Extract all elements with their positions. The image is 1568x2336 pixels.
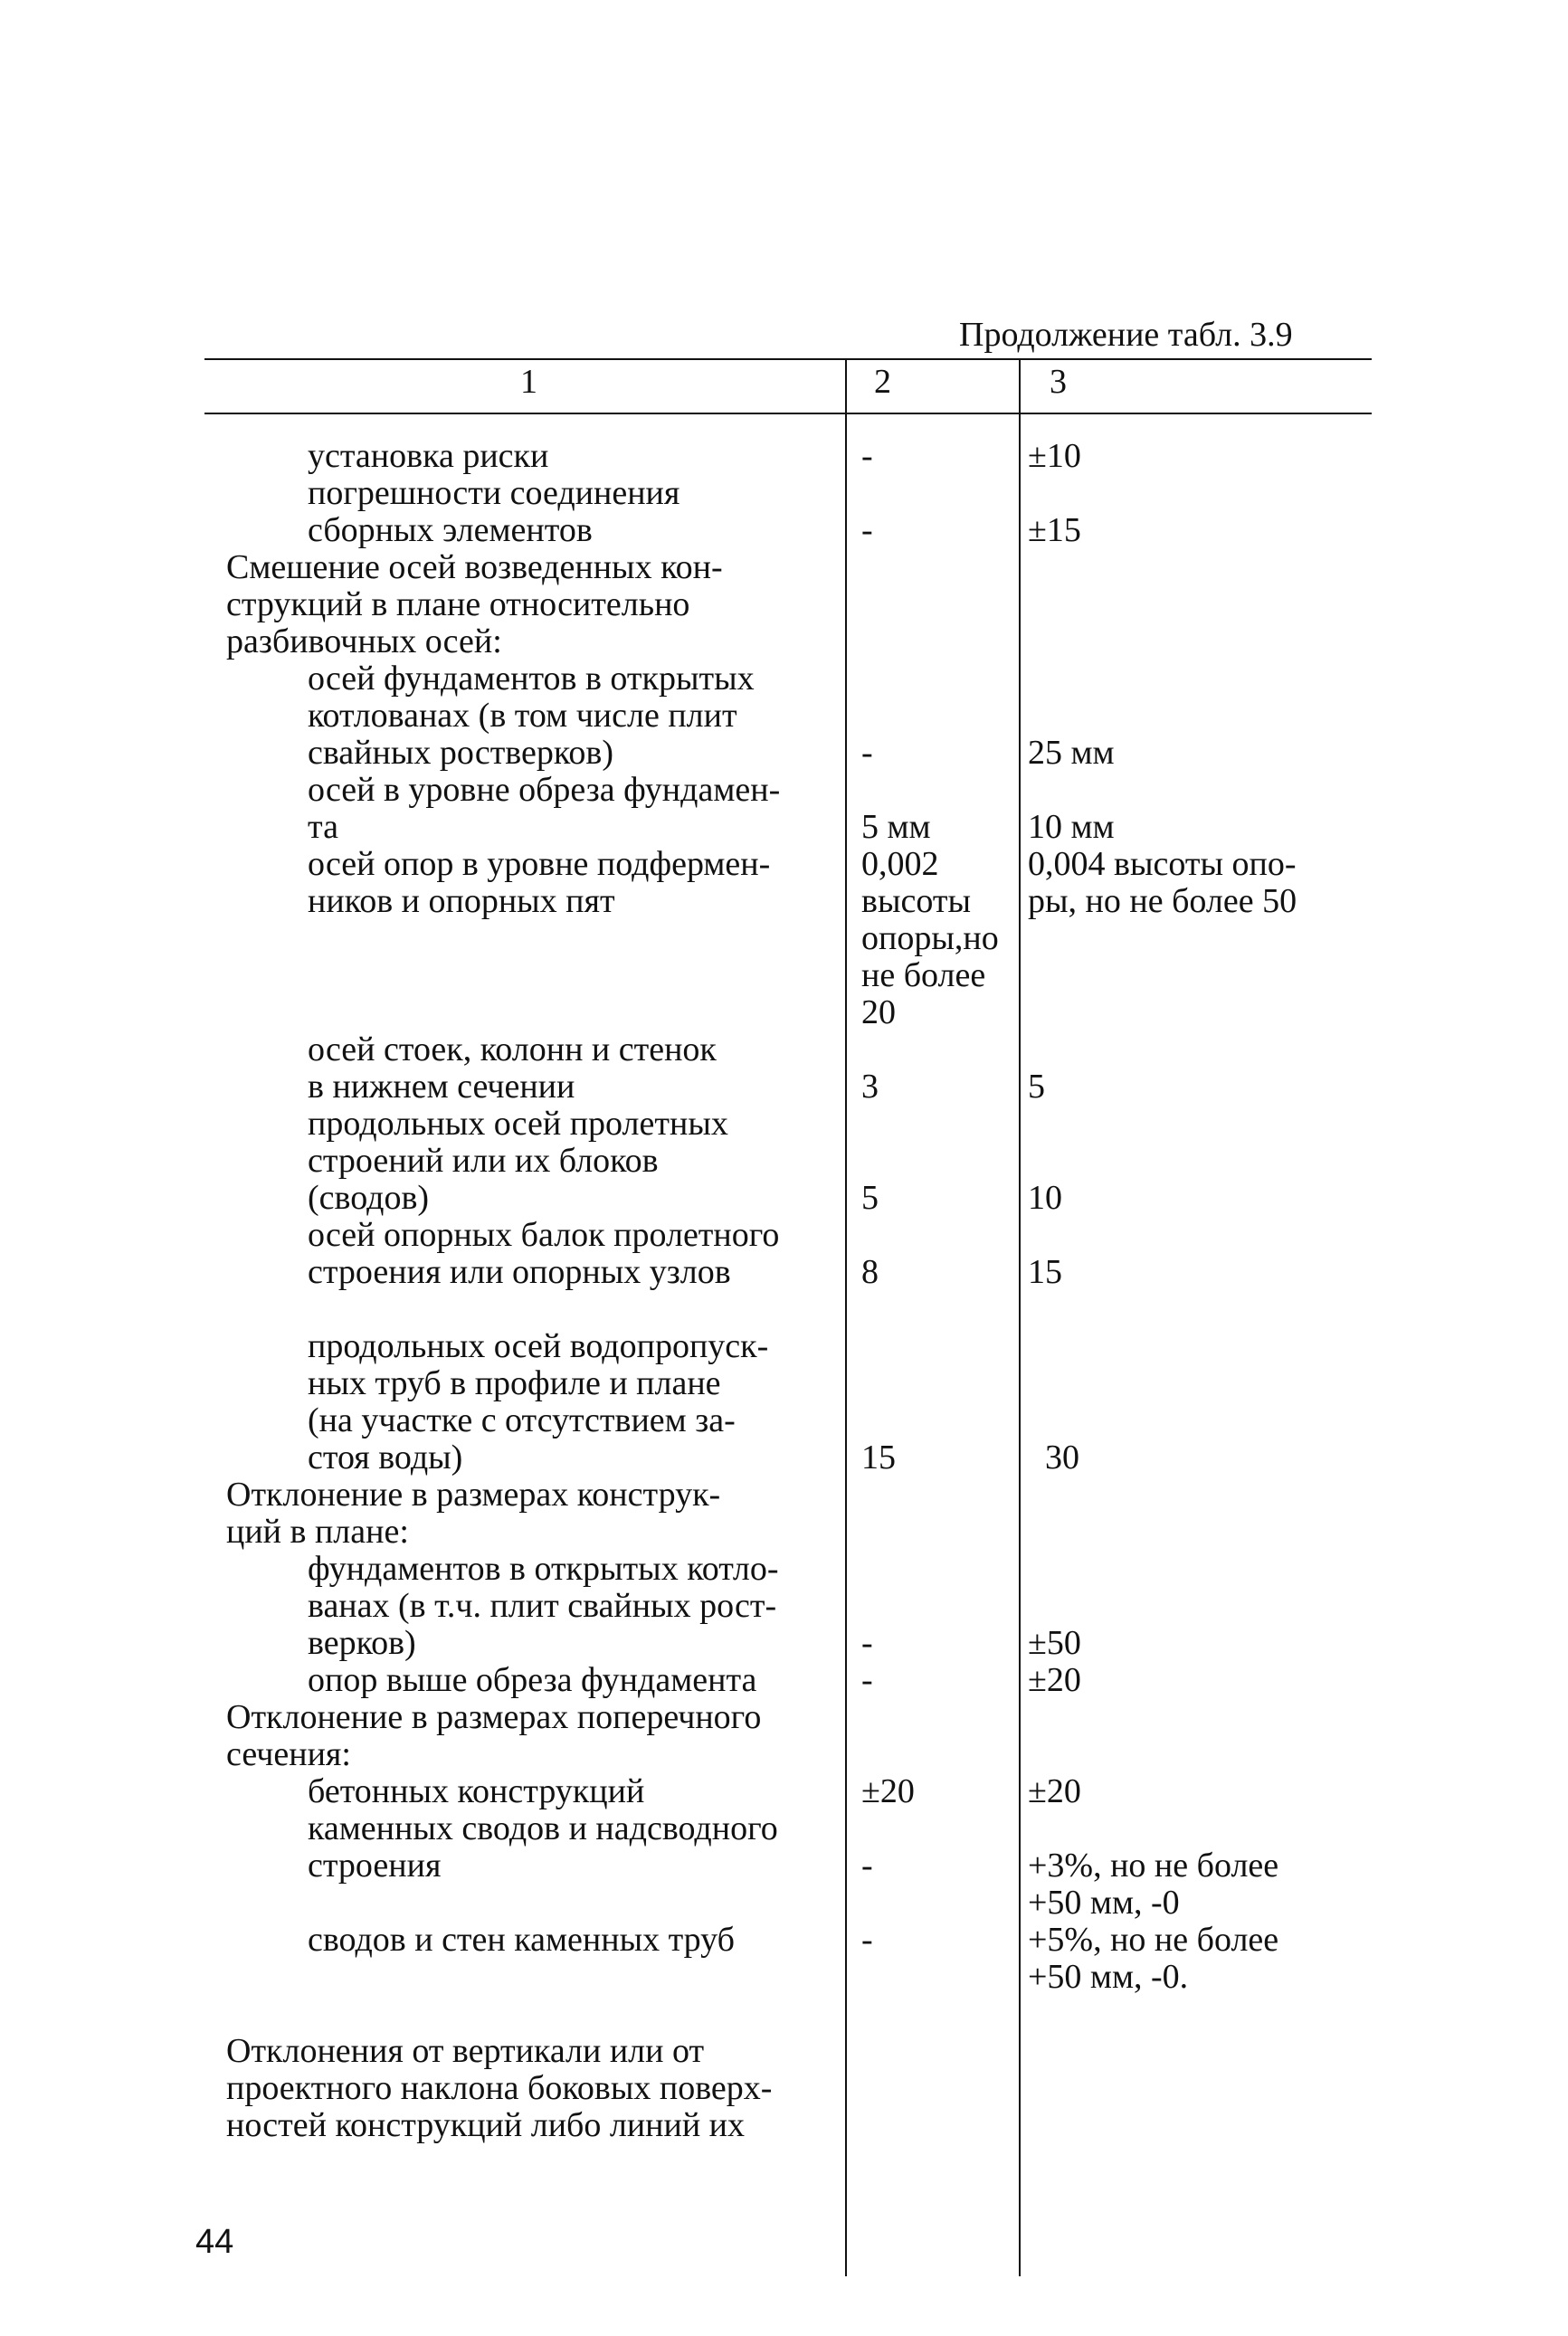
table-row [0, 1514, 1568, 1551]
row-description: проектного наклона боковых поверх- [226, 2069, 773, 2107]
table-row [0, 883, 1568, 920]
row-description: Отклонение в размерах конструк- [226, 1476, 721, 1514]
table-row [0, 809, 1568, 846]
table-row [0, 698, 1568, 735]
row-description: ций в плане: [226, 1513, 409, 1551]
row-description: верков) [308, 1624, 416, 1662]
row-description: осей опорных балок пролетного [308, 1216, 780, 1254]
table-row [0, 512, 1568, 549]
row-value-col2: - [861, 1847, 873, 1885]
row-description: стоя воды) [308, 1439, 463, 1477]
table-row [0, 994, 1568, 1031]
table-row [0, 1885, 1568, 1922]
row-value-col2: высоты [861, 882, 971, 920]
row-value-col2: 0,002 [861, 845, 939, 883]
row-description: осей в уровне обреза фундамен- [308, 771, 781, 809]
row-value-col3: 5 [1028, 1068, 1045, 1106]
row-description: каменных сводов и надсводного [308, 1809, 778, 1847]
row-value-col3: 10 мм [1028, 808, 1115, 846]
table-top-rule [204, 358, 1372, 360]
row-value-col2: 15 [861, 1439, 896, 1477]
row-description: опор выше обреза фундамента [308, 1661, 757, 1699]
row-value-col3: 30 [1028, 1439, 1079, 1477]
row-value-col3: ±15 [1028, 511, 1081, 549]
row-description: Отклонение в размерах поперечного [226, 1698, 762, 1736]
row-description: котлованах (в том числе плит [308, 697, 737, 735]
table-row [0, 846, 1568, 883]
table-row [0, 1736, 1568, 1773]
row-description: (на участке с отсутствием за- [308, 1401, 736, 1439]
page-number: 44 [195, 2223, 234, 2261]
row-value-col2: ±20 [861, 1772, 915, 1810]
table-row [0, 1662, 1568, 1699]
table-row [0, 1477, 1568, 1514]
row-value-col3: ры, но не более 50 [1028, 882, 1297, 920]
column-header-3: 3 [1050, 363, 1067, 401]
row-description: продольных осей водопропуск- [308, 1327, 769, 1365]
row-value-col2: опоры,но [861, 919, 999, 957]
row-description: (сводов) [308, 1179, 430, 1217]
row-value-col2: - [861, 734, 873, 772]
row-value-col3: 15 [1028, 1253, 1062, 1291]
table-row [0, 1625, 1568, 1662]
row-description: осей опор в уровне подфермен- [308, 845, 771, 883]
row-value-col2: не более [861, 956, 986, 994]
table-row [0, 1031, 1568, 1068]
table-row [0, 1291, 1568, 1328]
row-value-col2: 20 [861, 993, 896, 1031]
table-row [0, 1551, 1568, 1588]
row-description: бетонных конструкций [308, 1772, 645, 1810]
table-caption: Продолжение табл. 3.9 [959, 316, 1293, 354]
row-value-col2: - [861, 437, 873, 475]
row-description: струкций в плане относительно [226, 585, 690, 623]
table-row [0, 1143, 1568, 1180]
row-value-col2: 3 [861, 1068, 879, 1106]
row-description: та [308, 808, 338, 846]
table-row [0, 1959, 1568, 1996]
table-row [0, 1810, 1568, 1847]
row-value-col2: - [861, 1624, 873, 1662]
row-value-col2: - [861, 511, 873, 549]
table-row [0, 586, 1568, 623]
row-value-col3: 10 [1028, 1179, 1062, 1217]
row-description: строения или опорных узлов [308, 1253, 731, 1291]
row-description: сечения: [226, 1735, 351, 1773]
row-description: ностей конструкций либо линий их [226, 2106, 746, 2144]
column-header-2: 2 [874, 363, 891, 401]
row-value-col2: 8 [861, 1253, 879, 1291]
table-row [0, 2107, 1568, 2144]
row-value-col3: 0,004 высоты опо- [1028, 845, 1297, 883]
table-row [0, 1402, 1568, 1439]
table-row [0, 623, 1568, 660]
row-description: осей фундаментов в открытых [308, 660, 755, 698]
table-row [0, 1365, 1568, 1402]
table-row [0, 1217, 1568, 1254]
row-description: фундаментов в открытых котло- [308, 1550, 779, 1588]
table-row [0, 1106, 1568, 1143]
row-value-col3: +5%, но не более [1028, 1921, 1279, 1959]
table-row [0, 1439, 1568, 1477]
table-row [0, 2033, 1568, 2070]
row-value-col3: ±50 [1028, 1624, 1081, 1662]
row-description: ников и опорных пят [308, 882, 615, 920]
table-row [0, 438, 1568, 475]
row-description: осей стоек, колонн и стенок [308, 1030, 717, 1068]
row-description: строения [308, 1847, 442, 1885]
row-description: Смешение осей возведенных кон- [226, 548, 723, 586]
table-row [0, 1922, 1568, 1959]
header-bottom-rule [204, 413, 1372, 414]
table-row [0, 957, 1568, 994]
row-description: ных труб в профиле и плане [308, 1364, 721, 1402]
row-value-col2: 5 [861, 1179, 879, 1217]
row-description: разбивочных осей: [226, 622, 502, 660]
table-row [0, 1773, 1568, 1810]
column-header-1: 1 [520, 363, 537, 401]
row-value-col2: - [861, 1921, 873, 1959]
table-row [0, 1180, 1568, 1217]
table-row [0, 2070, 1568, 2107]
row-value-col3: +50 мм, -0. [1028, 1958, 1189, 1996]
row-description: установка риски [308, 437, 549, 475]
row-value-col2: - [861, 1661, 873, 1699]
row-description: Отклонения от вертикали или от [226, 2032, 705, 2070]
table-row [0, 1588, 1568, 1625]
row-description: ванах (в т.ч. плит свайных рост- [308, 1587, 777, 1625]
row-description: строений или их блоков [308, 1142, 659, 1180]
row-description: сводов и стен каменных труб [308, 1921, 736, 1959]
row-value-col3: +50 мм, -0 [1028, 1884, 1180, 1922]
row-value-col3: ±20 [1028, 1661, 1081, 1699]
table-row [0, 549, 1568, 586]
row-value-col3: ±10 [1028, 437, 1081, 475]
table-row [0, 920, 1568, 957]
table-row [0, 1068, 1568, 1106]
table-body [0, 438, 1568, 2144]
table-row [0, 1254, 1568, 1291]
row-value-col3: ±20 [1028, 1772, 1081, 1810]
table-row [0, 660, 1568, 698]
table-row [0, 1699, 1568, 1736]
table-row [0, 735, 1568, 772]
row-description: продольных осей пролетных [308, 1105, 728, 1143]
row-description: погрешности соединения [308, 474, 680, 512]
table-row [0, 772, 1568, 809]
row-value-col3: +3%, но не более [1028, 1847, 1279, 1885]
row-description: сборных элементов [308, 511, 593, 549]
row-value-col2: 5 мм [861, 808, 931, 846]
row-description: в нижнем сечении [308, 1068, 575, 1106]
row-value-col3: 25 мм [1028, 734, 1115, 772]
table-row [0, 1847, 1568, 1885]
table-row [0, 1996, 1568, 2033]
row-description: свайных ростверков) [308, 734, 614, 772]
table-row [0, 1328, 1568, 1365]
table-row [0, 475, 1568, 512]
